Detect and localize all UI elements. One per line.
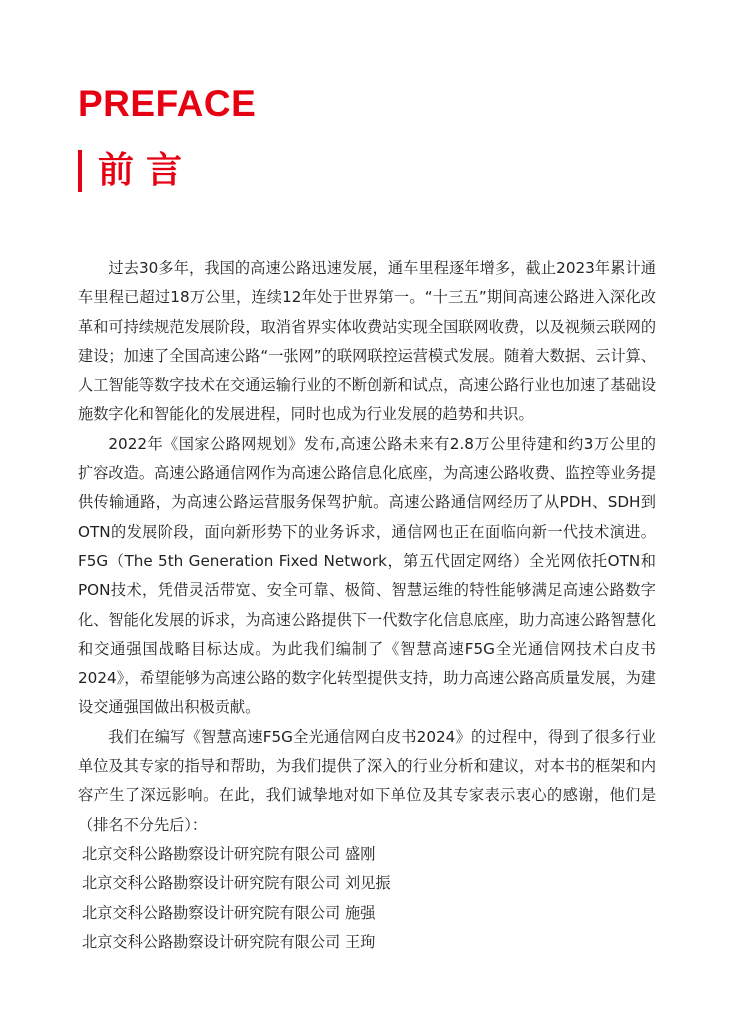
page-title-zh: 前言 [98, 150, 195, 191]
preface-body [78, 254, 656, 957]
title-accent-bar [78, 150, 82, 192]
acknowledgement-item: 北京交科公路勘察设计研究院有限公司 刘见振 [82, 874, 391, 893]
acknowledgement-list [78, 840, 656, 957]
acknowledgement-item: 北京交科公路勘察设计研究院有限公司 王珣 [82, 932, 376, 951]
paragraph-3: 我们在编写《智慧高速F5G全光通信网白皮书2024》的过程中，得到了很多行业单位及其专家的指导和帮助，为我们提供了深入的行业分析和建议，对本书的框架和内容产生了深远影响。在此，我们诚挚地对如下单位及其专家表示衷心的感谢，他们是（排名不分先后）： [78, 727, 656, 834]
page-title-en: PREFACE [78, 83, 257, 124]
paragraph-1: 过去30多年，我国的高速公路迅速发展，通车里程逐年增多，截止2023年累计通车里程已超过18万公里，连续12年处于世界第一。“十三五”期间高速公路进入深化改革和可持续规范发展阶段，取消省界实体收费站实现全国联网收费，以及视频云联网的建设；加速了全国高速公路“一张网”的联网联控运营模式发展。随着大数据、云计算、人工智能等数字技术在交通运输行业的不断创新和试点，高速公路行业也加速了基础设施数字化和智能化的发展进程，同时也成为行业发展的趋势和共识。 [78, 259, 656, 424]
acknowledgement-item: 北京交科公路勘察设计研究院有限公司 施强 [82, 903, 376, 922]
paragraph-2: 2022年《国家公路网规划》发布,高速公路未来有2.8万公里待建和约3万公里的扩容改造。高速公路通信网作为高速公路信息化底座，为高速公路收费、监控等业务提供传输通路，为高速公路运营服务保驾护航。高速公路通信网经历了从PDH、SDH到OTN的发展阶段，面向新形势下的业务诉求，通信网也正在面临向新一代技术演进。F5G（The 5th Generation Fixed Network，第五代固定网络）全光网依托OTN和PON技术，凭借灵活带宽、安全可靠、极简、智慧运维的特性能够满足高速公路数字化、智能化发展的诉求，为高速公路提供下一代数字化信息底座，助力高速公路智慧化和交通强国战略目标达成。为此我们编制了《智慧高速F5G全光通信网技术白皮书2024》，希望能够为高速公路的数字化转型提供支持，助力高速公路高质量发展，为建设交通强国做出积极贡献。 [78, 434, 656, 717]
acknowledgement-item: 北京交科公路勘察设计研究院有限公司 盛刚 [82, 844, 376, 863]
page-title-block [78, 150, 194, 192]
